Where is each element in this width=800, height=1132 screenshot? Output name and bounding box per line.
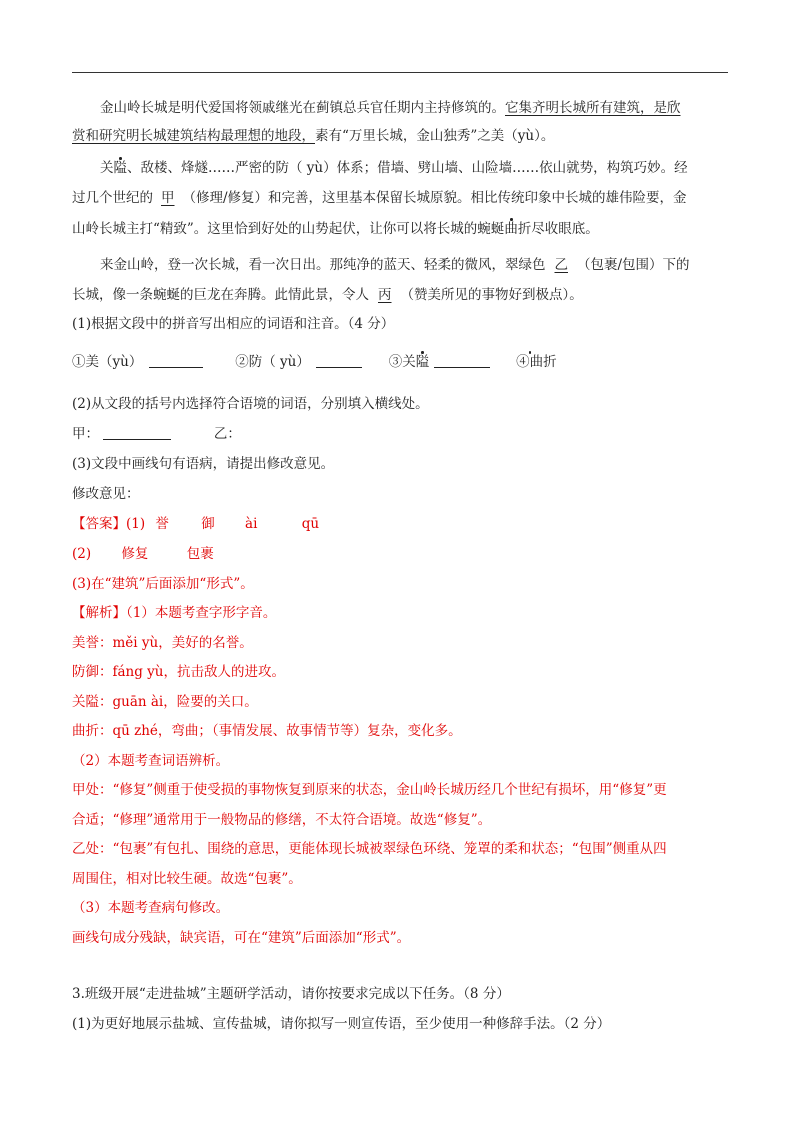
passage-line-7: 长城，像一条蜿蜒的巨龙在奔腾。此情此景，令人 丙 （赞美所见的事物好到极点）。 xyxy=(72,287,583,303)
answer-blank[interactable] xyxy=(149,353,203,368)
question-1-items: ①美（yù） ②防（ yù） ③关隘 ④曲折 xyxy=(72,354,557,370)
answer-blank[interactable] xyxy=(434,353,490,368)
question-3: (3)文段中画线句有语病，请提出修改意见。 xyxy=(72,456,335,472)
answer-line-1: 【答案】(1) 誉 御 ài qū xyxy=(72,516,320,532)
question-1: (1)根据文段中的拼音写出相应的词语和注音。（4 分） xyxy=(72,316,395,332)
passage-line-3: 关隘、敌楼、烽燧……严密的防（ yù）体系；借墙、劈山墙、山险墙……依山就势，构筑巧妙。经 xyxy=(100,160,688,176)
underlined-sentence: 它集齐明长城所有建筑，是欣 xyxy=(505,100,681,116)
analysis-line: 乙处：“包裹”有包扎、围绕的意思，更能体现长城被翠绿色环绕、笼罩的柔和状态；“包围”侧重从四 xyxy=(72,841,667,857)
question-3-sub-1: (1)为更好地展示盐城、宣传盐城，请你拟写一则宣传语，至少使用一种修辞手法。（2 分） xyxy=(72,1016,611,1032)
jia-answer-blank[interactable] xyxy=(103,425,171,440)
passage-line-6: 来金山岭，登一次长城，看一次日出。那纯净的蓝天、轻柔的微风，翠绿色 乙 （包裹/包围）下的 xyxy=(100,257,690,273)
analysis-line: （2）本题考查词语辨析。 xyxy=(72,753,230,769)
analysis-line: 防御：fáng yù，抗击敌人的进攻。 xyxy=(72,664,285,680)
dotted-char: 隘 xyxy=(113,160,127,176)
question-2-blanks: 甲： 乙： xyxy=(72,426,241,442)
answer-line-3: (3)在“建筑”后面添加“形式”。 xyxy=(72,576,254,592)
analysis-line: 甲处：“修复”侧重于使受损的事物恢复到原来的状态，金山岭长城历经几个世纪有损坏，用“修复”更 xyxy=(72,782,667,798)
analysis-line: 周围住，相对比较生硬。故选“包裹”。 xyxy=(72,871,302,887)
question-2: (2)从文段的括号内选择符合语境的词语，分别填入横线处。 xyxy=(72,396,429,412)
blank-jia: 甲 xyxy=(161,190,175,206)
analysis-line: 合适；“修理”通常用于一般物品的修缮，不太符合语境。故选“修复”。 xyxy=(72,812,492,828)
analysis-line: 【解析】（1）本题考查字形字音。 xyxy=(72,605,277,621)
analysis-line: 美誉：měi yù，美好的名誉。 xyxy=(72,635,253,651)
passage-line-1: 金山岭长城是明代爱国将领戚继光在蓟镇总兵官任期内主持修筑的。它集齐明长城所有建筑，是欣 xyxy=(100,100,681,116)
passage-line-2: 赏和研究明长城建筑结构最理想的地段，素有“万里长城，金山独秀”之美（yù）。 xyxy=(72,128,555,144)
passage-line-4: 过几个世纪的 甲 （修理/修复）和完善，这里基本保留长城原貌。相比传统印象中长城的雄伟险要，金 xyxy=(72,190,687,206)
answer-line-2: (2) 修复 包裹 xyxy=(72,546,214,562)
blank-yi: 乙 xyxy=(554,257,568,273)
analysis-line: （3）本题考查病句修改。 xyxy=(72,900,230,916)
underlined-sentence-cont: 赏和研究明长城建筑结构最理想的地段， xyxy=(72,128,315,144)
answer-blank[interactable] xyxy=(316,353,362,368)
analysis-line: 关隘：guān ài，险要的关口。 xyxy=(72,694,258,710)
question-3-title: 3.班级开展“走进盐城”主题研学活动，请你按要求完成以下任务。（8 分） xyxy=(72,986,510,1002)
passage-line-5: 山岭长城主打“精致”。这里恰到好处的山势起伏，让你可以将长城的蜿蜒曲折尽收眼底。 xyxy=(72,221,599,237)
analysis-line: 画线句成分残缺，缺宾语，可在“建筑”后面添加“形式”。 xyxy=(72,930,411,946)
analysis-line: 曲折：qū zhé，弯曲；（事情发展、故事情节等）复杂，变化多。 xyxy=(72,723,462,739)
question-3-label: 修改意见： xyxy=(72,486,140,502)
dotted-char: 曲 xyxy=(504,221,518,237)
header-rule xyxy=(72,72,728,73)
blank-bing: 丙 xyxy=(378,287,392,303)
